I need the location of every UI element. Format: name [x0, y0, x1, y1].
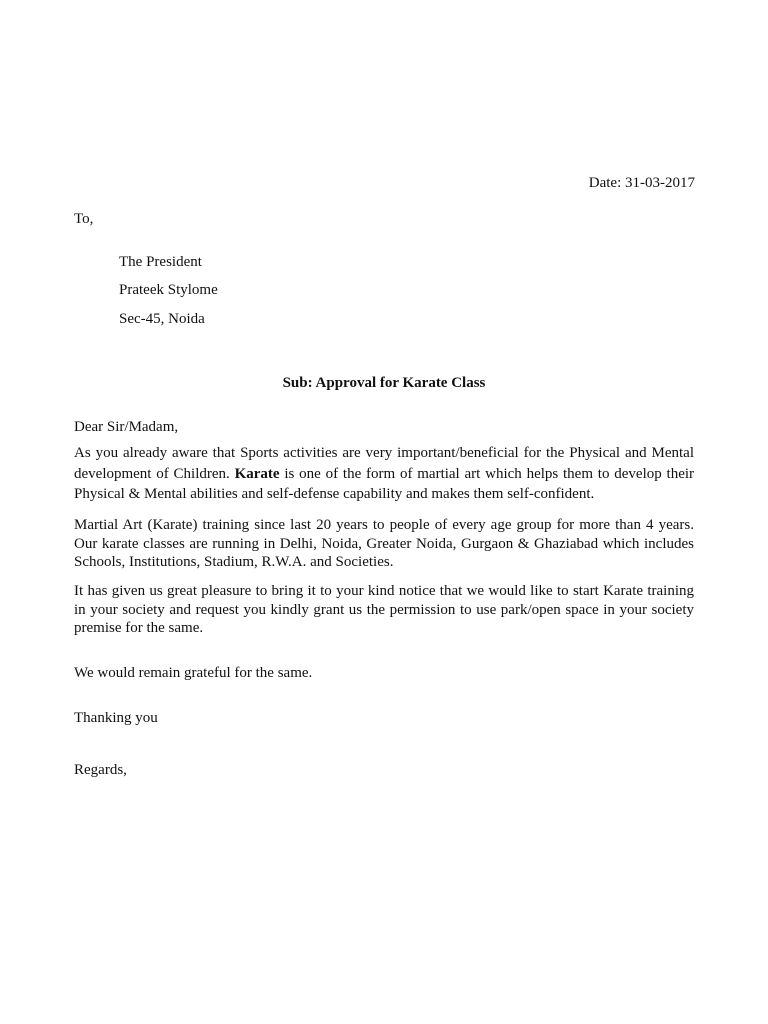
to-line: To,: [74, 211, 94, 227]
recipient-location: Sec-45, Noida: [119, 311, 205, 327]
body-paragraph-2: Martial Art (Karate) training since last 20 years to people of every age group for more than 4 years. Our karate classes are running in Delhi, Noida, Greater Noida, Gurgaon & Ghaziabad which includes Schools, Institutions, Stadium, R.W.A. and Societies.: [74, 517, 694, 570]
paragraph-1-text-start: As you already aware that Sports activities are very important/beneficial for the Physical and Mental development of Children: [74, 445, 694, 482]
thanking-line: Thanking you: [74, 710, 158, 726]
regards-line: Regards,: [74, 762, 127, 778]
salutation: Dear Sir/Madam,: [74, 419, 179, 435]
karate-bold-word: Karate: [234, 465, 280, 482]
recipient-organization: Prateek Stylome: [119, 282, 218, 298]
subject-line: Sub: Approval for Karate Class: [282, 375, 486, 391]
closing-line: We would remain grateful for the same.: [74, 665, 313, 681]
letter-date: Date: 31-03-2017: [588, 175, 695, 191]
paragraph-1-text-end: is one of the form of martial art which helps them to develop their Physical & Mental abilities and self-defense capability and makes them self-confident.: [74, 465, 695, 502]
body-paragraph-1: As you already aware that Sports activities are very important/beneficial for the Physical and Mental development of Children. Karate is one of the form of martial art which helps them to develop their Physical & Mental abilities and self-defense capability and makes them self-confident.: [74, 445, 695, 502]
recipient-title: The President: [119, 254, 202, 270]
body-paragraph-3: It has given us great pleasure to bring it to your kind notice that we would like to start Karate training in your society and request you kindly grant us the permission to use park/open space in your society premise for the same.: [74, 583, 694, 636]
